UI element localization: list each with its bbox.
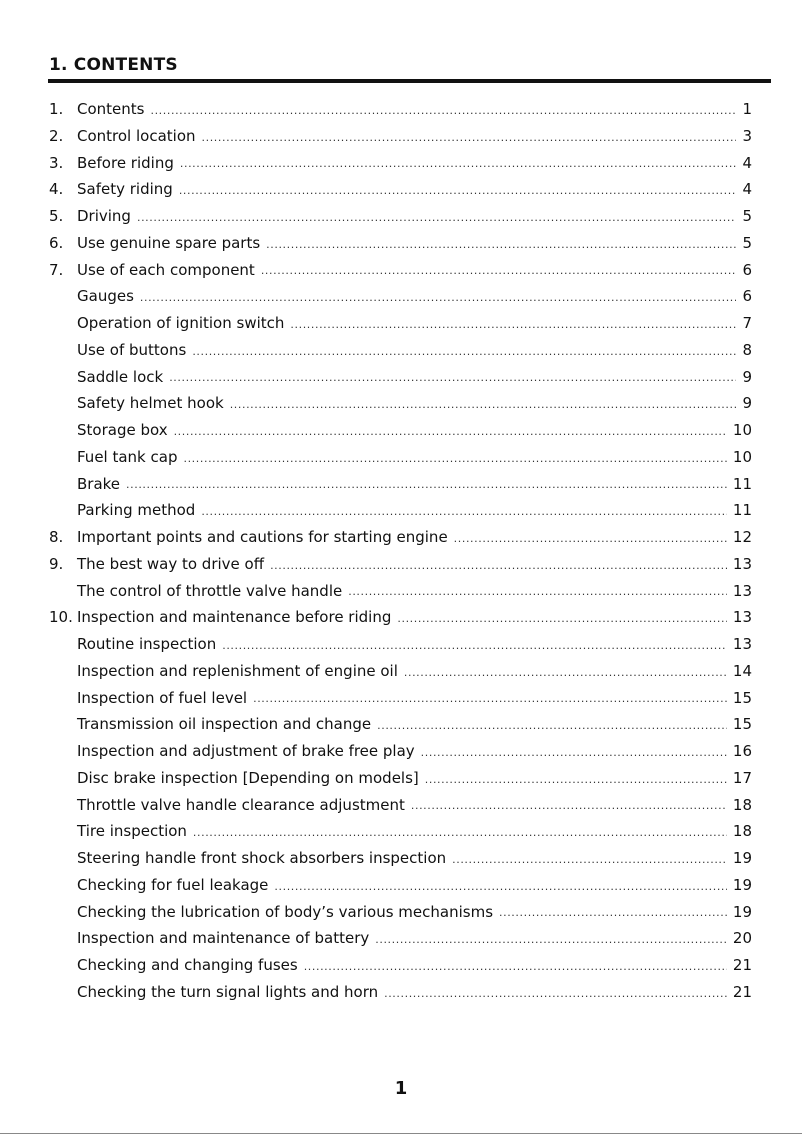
dot-leader <box>290 310 736 337</box>
toc-entry[interactable] <box>49 283 752 310</box>
toc-entry[interactable] <box>49 390 752 417</box>
toc-entry[interactable] <box>49 444 752 471</box>
dot-leader <box>150 96 736 123</box>
toc-entry-title: Fuel tank cap <box>77 447 178 466</box>
toc-entry-title: Tire inspection <box>77 822 187 841</box>
dot-leader <box>222 631 727 658</box>
toc-entry-page: 18 <box>732 795 752 814</box>
toc-entry[interactable] <box>49 417 752 444</box>
toc-entry-page: 17 <box>732 768 752 787</box>
toc-entry[interactable] <box>49 497 752 524</box>
toc-entry-title: The best way to drive off <box>77 554 265 573</box>
toc-entry[interactable] <box>49 96 752 123</box>
toc-entry[interactable] <box>49 845 752 872</box>
toc-entry-page: 4 <box>742 180 752 199</box>
dot-leader <box>377 711 727 738</box>
toc-entry-number: 10. <box>49 608 73 627</box>
dot-leader <box>304 952 727 979</box>
dot-leader <box>270 551 727 578</box>
toc-entry-page: 13 <box>732 635 752 653</box>
toc-entry-title: Control location <box>77 126 196 145</box>
toc-entry-page: 11 <box>732 474 752 493</box>
toc-entry[interactable] <box>49 551 752 578</box>
toc-entry-page: 5 <box>742 233 752 252</box>
toc-entry-page: 6 <box>742 287 752 306</box>
toc-entry[interactable] <box>49 150 752 177</box>
dot-leader <box>193 818 727 845</box>
toc-entry-title: Throttle valve handle clearance adjustment <box>77 795 405 814</box>
toc-entry[interactable] <box>49 524 752 551</box>
toc-entry-page: 20 <box>732 929 752 948</box>
toc-entry-title: Operation of ignition switch <box>77 314 285 332</box>
toc-entry-title: The control of throttle valve handle <box>77 581 343 600</box>
table-of-contents <box>49 96 752 1006</box>
dot-leader <box>454 524 727 551</box>
toc-entry-title: Safety helmet hook <box>77 394 224 413</box>
toc-entry[interactable] <box>49 899 752 926</box>
toc-entry-number: 7. <box>49 260 64 279</box>
toc-entry-page: 14 <box>732 661 752 680</box>
toc-entry-number: 2. <box>49 126 64 145</box>
toc-entry-title: Before riding <box>77 153 174 172</box>
toc-entry[interactable] <box>49 979 752 1006</box>
heading-rule <box>48 79 771 83</box>
toc-entry-page: 12 <box>732 528 752 546</box>
toc-entry-page: 5 <box>742 207 752 225</box>
toc-entry[interactable] <box>49 604 752 631</box>
toc-entry-title: Brake <box>77 474 121 493</box>
dot-leader <box>411 792 727 819</box>
toc-entry[interactable] <box>49 711 752 738</box>
dot-leader <box>137 203 736 230</box>
toc-entry-title: Transmission oil inspection and change <box>77 715 372 734</box>
contents-heading: 1. CONTENTS <box>49 55 178 75</box>
toc-entry[interactable] <box>49 471 752 498</box>
toc-entry-title: Checking the turn signal lights and horn <box>77 982 379 1001</box>
toc-entry-title: Use genuine spare parts <box>77 233 261 252</box>
dot-leader <box>202 123 737 150</box>
toc-entry-title: Inspection and adjustment of brake free play <box>77 742 415 760</box>
dot-leader <box>397 604 727 631</box>
dot-leader <box>348 578 727 605</box>
toc-entry[interactable] <box>49 952 752 979</box>
dot-leader <box>274 872 727 899</box>
toc-entry-number: 8. <box>49 528 64 546</box>
toc-entry[interactable] <box>49 337 752 364</box>
toc-entry-page: 10 <box>732 421 752 439</box>
toc-entry-page: 13 <box>732 554 752 573</box>
dot-leader <box>425 765 727 792</box>
toc-entry[interactable] <box>49 765 752 792</box>
toc-entry[interactable] <box>49 203 752 230</box>
toc-entry-page: 7 <box>742 314 752 332</box>
toc-entry-title: Saddle lock <box>77 367 164 386</box>
toc-entry-title: Use of buttons <box>77 340 187 359</box>
toc-entry-title: Inspection and replenishment of engine oil <box>77 661 398 680</box>
toc-entry[interactable] <box>49 925 752 952</box>
dot-leader <box>169 364 736 391</box>
toc-entry-number: 6. <box>49 233 64 252</box>
dot-leader <box>266 230 736 257</box>
toc-entry-title: Gauges <box>77 287 134 306</box>
toc-entry[interactable] <box>49 578 752 605</box>
toc-entry[interactable] <box>49 685 752 712</box>
toc-entry-title: Checking for fuel leakage <box>77 875 269 894</box>
toc-entry-page: 19 <box>732 902 752 921</box>
dot-leader <box>201 497 727 524</box>
toc-entry-page: 16 <box>732 742 752 760</box>
toc-entry-title: Parking method <box>77 501 196 520</box>
toc-entry-title: Steering handle front shock absorbers inspection <box>77 849 447 867</box>
toc-entry-title: Disc brake inspection [Depending on models] <box>77 768 419 787</box>
toc-entry-title: Contents <box>77 100 145 118</box>
dot-leader <box>140 283 737 310</box>
toc-entry-title: Storage box <box>77 421 168 439</box>
toc-entry-title: Checking and changing fuses <box>77 956 298 974</box>
toc-entry-title: Inspection of fuel level <box>77 688 248 707</box>
toc-entry-page: 4 <box>742 153 752 172</box>
toc-entry-title: Inspection and maintenance before riding <box>77 608 392 627</box>
dot-leader <box>179 176 737 203</box>
toc-entry-number: 3. <box>49 153 64 172</box>
dot-leader <box>499 899 727 926</box>
toc-entry-number: 5. <box>49 207 64 225</box>
dot-leader <box>261 257 737 284</box>
toc-entry[interactable] <box>49 364 752 391</box>
toc-entry-number: 1. <box>49 100 64 118</box>
toc-entry-title: Important points and cautions for starting engine <box>77 528 448 546</box>
dot-leader <box>180 150 737 177</box>
toc-entry-page: 19 <box>732 849 752 867</box>
footer-page-number: 1 <box>394 1078 408 1099</box>
toc-entry[interactable] <box>49 310 752 337</box>
dot-leader <box>230 390 737 417</box>
toc-entry-page: 15 <box>732 688 752 707</box>
dot-leader <box>174 417 727 444</box>
toc-entry[interactable] <box>49 631 752 658</box>
toc-entry[interactable] <box>49 818 752 845</box>
toc-entry-page: 6 <box>742 260 752 279</box>
toc-entry-page: 9 <box>742 367 752 386</box>
toc-entry-page: 18 <box>732 822 752 841</box>
dot-leader <box>452 845 727 872</box>
toc-entry[interactable] <box>49 738 752 765</box>
toc-entry-title: Checking the lubrication of body’s various mechanisms <box>77 902 494 921</box>
toc-entry[interactable] <box>49 230 752 257</box>
toc-entry-title: Use of each component <box>77 260 255 279</box>
dot-leader <box>183 444 726 471</box>
toc-entry-page: 13 <box>732 581 752 600</box>
toc-entry-title: Driving <box>77 207 131 225</box>
toc-entry-page: 19 <box>732 875 752 894</box>
toc-entry[interactable] <box>49 257 752 284</box>
toc-entry[interactable] <box>49 123 752 150</box>
dot-leader <box>384 979 727 1006</box>
toc-entry-page: 9 <box>742 394 752 413</box>
toc-entry-page: 11 <box>732 501 752 520</box>
toc-entry-title: Safety riding <box>77 180 173 199</box>
toc-entry-page: 15 <box>732 715 752 734</box>
toc-entry[interactable] <box>49 792 752 819</box>
toc-entry-title: Inspection and maintenance of battery <box>77 929 370 948</box>
toc-entry[interactable] <box>49 872 752 899</box>
dot-leader <box>421 738 727 765</box>
dot-leader <box>375 925 727 952</box>
toc-entry-page: 10 <box>732 447 752 466</box>
toc-entry-number: 9. <box>49 554 64 573</box>
toc-entry-page: 21 <box>732 956 752 974</box>
toc-entry-page: 21 <box>732 982 752 1001</box>
toc-entry-page: 8 <box>742 340 752 359</box>
toc-entry[interactable] <box>49 658 752 685</box>
toc-entry[interactable] <box>49 176 752 203</box>
dot-leader <box>126 471 727 498</box>
toc-entry-title: Routine inspection <box>77 635 217 653</box>
toc-entry-page: 1 <box>742 100 752 118</box>
toc-entry-page: 13 <box>732 608 752 627</box>
toc-entry-number: 4. <box>49 180 64 199</box>
toc-entry-page: 3 <box>742 126 752 145</box>
dot-leader <box>192 337 736 364</box>
dot-leader <box>253 685 727 712</box>
bottom-rule <box>0 1133 802 1134</box>
dot-leader <box>404 658 727 685</box>
